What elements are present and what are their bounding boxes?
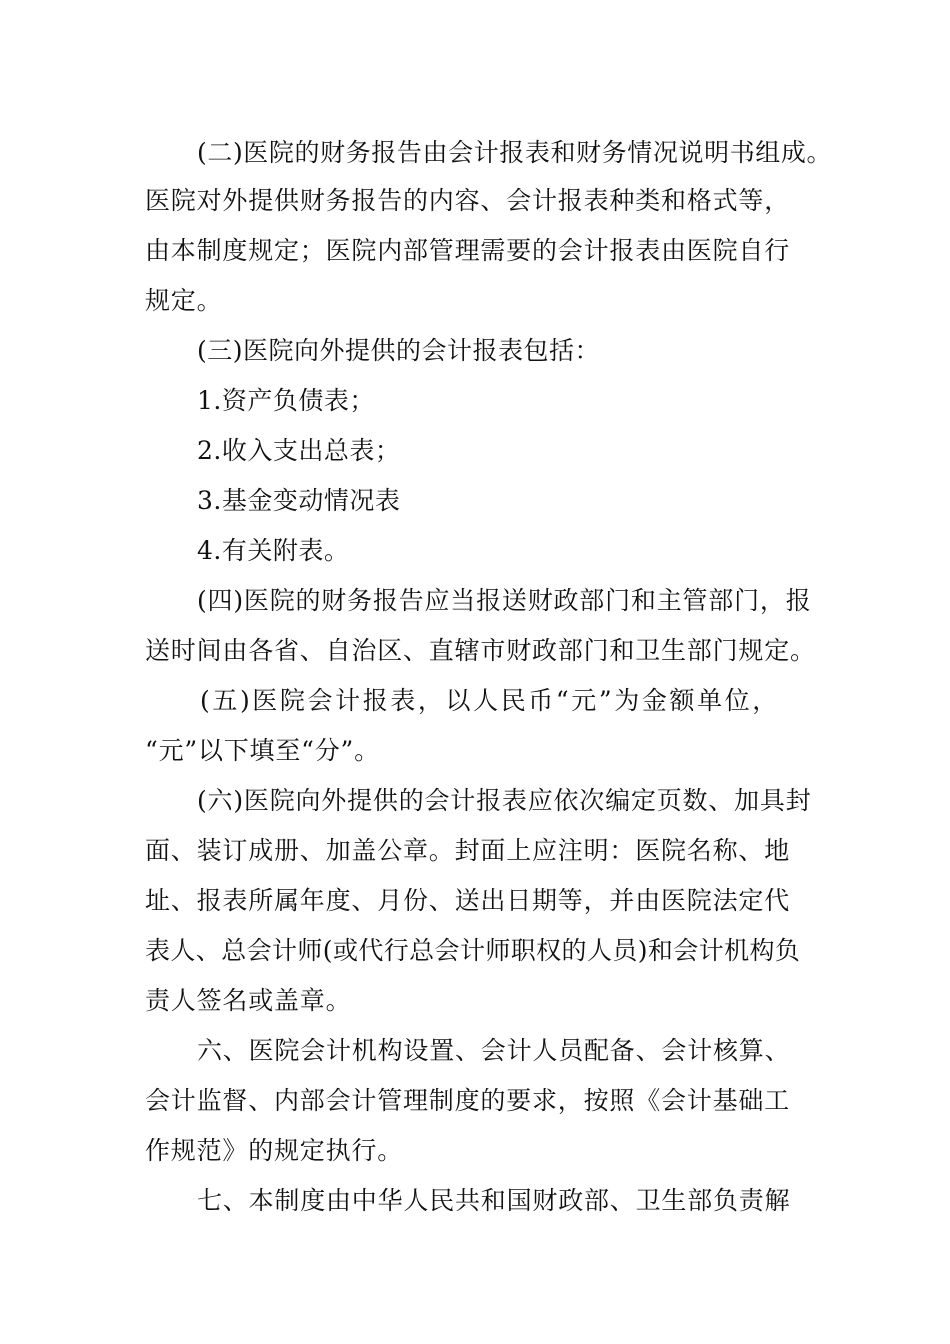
paragraph-4-line-1: (四)医院的财务报告应当报送财政部门和主管部门，报: [197, 586, 812, 615]
section-6-line-2: 会计监督、内部会计管理制度的要求，按照《会计基础工: [145, 1086, 791, 1115]
paragraph-6-line-1: (六)医院向外提供的会计报表应依次编定页数、加具封: [197, 786, 812, 815]
section-6-line-3: 作规范》的规定执行。: [145, 1136, 404, 1165]
paragraph-2-line-3: 由本制度规定；医院内部管理需要的会计报表由医院自行: [145, 236, 791, 265]
list-item-3: 3.基金变动情况表: [197, 486, 401, 515]
paragraph-6-line-5: 责人签名或盖章。: [145, 986, 352, 1015]
section-6-line-1: 六、医院会计机构设置、会计人员配备、会计核算、: [197, 1036, 791, 1065]
paragraph-4-line-2: 送时间由各省、自治区、直辖市财政部门和卫生部门规定。: [145, 636, 816, 665]
paragraph-2-line-1: (二)医院的财务报告由会计报表和财务情况说明书组成。: [197, 138, 833, 167]
paragraph-5-line-1: (五)医院会计报表，以人民币“元”为金额单位，: [200, 686, 780, 715]
paragraph-6-line-4: 表人、总会计师(或代行总会计师职权的人员)和会计机构负: [145, 936, 801, 965]
paragraph-3-heading: (三)医院向外提供的会计报表包括：: [197, 336, 601, 365]
paragraph-6-line-3: 址、报表所属年度、月份、送出日期等，并由医院法定代: [145, 886, 791, 915]
paragraph-2-line-2: 医院对外提供财务报告的内容、会计报表种类和格式等，: [145, 186, 791, 215]
paragraph-5-line-2: “元”以下填至“分”。: [145, 736, 380, 765]
list-item-2: 2.收入支出总表；: [197, 436, 401, 465]
list-item-4: 4.有关附表。: [197, 536, 350, 565]
list-item-1: 1.资产负债表；: [197, 386, 375, 415]
section-7-line-1: 七、本制度由中华人民共和国财政部、卫生部负责解: [197, 1186, 791, 1215]
paragraph-2-line-4: 规定。: [145, 286, 223, 315]
paragraph-6-line-2: 面、装订成册、加盖公章。封面上应注明：医院名称、地: [145, 836, 791, 865]
